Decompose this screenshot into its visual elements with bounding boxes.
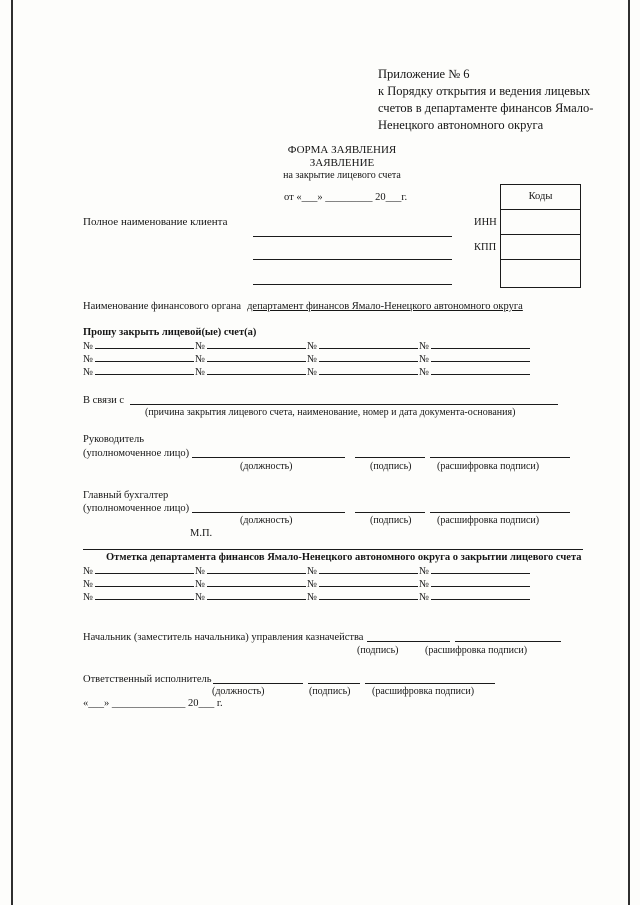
accountant-title: Главный бухгалтер [83,490,169,501]
account-number-blank [431,365,530,375]
number-sign: № [419,592,430,603]
account-number-blank [207,365,306,375]
scan-edge-right [628,0,630,905]
treasury-head-label: Начальник (заместитель начальника) управления казначейства [83,632,364,643]
document-date-line: от «___» _________ 20___г. [284,192,408,203]
accountant-signature-caption: (подпись) [370,515,412,526]
account-number-field [307,564,419,578]
executor-position-caption: (должность) [212,686,265,697]
head-decoding-line [430,457,570,458]
account-number-field [195,352,307,366]
account-number-field [83,564,195,578]
number-sign: № [83,341,94,352]
closed-account-row [83,577,531,591]
account-number-blank [95,564,194,574]
department-mark-title: Отметка департамента финансов Ямало-Ненецкого автономного округа о закрытии лицевого счета [106,552,582,563]
number-sign: № [83,354,94,365]
account-number-field [419,352,531,366]
document-title: ЗАЯВЛЕНИЕ [309,157,375,169]
treasury-decoding-caption: (расшифровка подписи) [425,645,528,656]
reason-hint: (причина закрытия лицевого счета, наименование, номер и дата документа-основания) [145,407,516,418]
executor-decoding-caption: (расшифровка подписи) [372,686,475,697]
account-number-blank [207,352,306,362]
number-sign: № [307,367,318,378]
accountant-signature-line [355,512,425,513]
head-decoding-caption: (расшифровка подписи) [437,461,540,472]
account-number-field [419,564,531,578]
account-number-blank [431,352,530,362]
account-number-row [83,365,531,379]
account-number-blank [95,590,194,600]
treasury-signature-line [367,641,450,642]
codes-table [500,184,581,288]
appendix-note [378,66,593,134]
inn-code-cell [501,210,580,235]
account-number-blank [319,339,418,349]
client-name-label: Полное наименование клиента [83,216,228,228]
kpp-code-cell [501,235,580,260]
account-number-field [195,339,307,353]
number-sign: № [195,592,206,603]
account-number-blank [431,577,530,587]
account-number-row [83,339,531,353]
head-title: Руководитель [83,434,144,445]
executor-signature-caption: (подпись) [309,686,351,697]
account-number-row [83,352,531,366]
appendix-line: счетов в департаменте финансов Ямало- [378,101,594,115]
number-sign: № [307,341,318,352]
executor-position-line [213,683,303,684]
account-number-field [83,352,195,366]
number-sign: № [83,566,94,577]
number-sign: № [307,592,318,603]
head-position-caption: (должность) [240,461,293,472]
number-sign: № [419,566,430,577]
appendix-line: к Порядку открытия и ведения лицевых [378,84,591,98]
codes-header: Коды [501,185,580,210]
accountant-decoding-line [430,512,570,513]
treasury-decoding-line [455,641,561,642]
number-sign: № [307,566,318,577]
account-number-blank [319,564,418,574]
number-sign: № [419,579,430,590]
number-sign: № [419,354,430,365]
account-number-blank [95,339,194,349]
account-number-blank [319,352,418,362]
number-sign: № [195,354,206,365]
accountant-authorized-label: (уполномоченное лицо) [83,503,190,514]
reason-line [130,404,558,405]
account-number-field [195,564,307,578]
reason-label: В связи с [83,395,124,406]
number-sign: № [195,579,206,590]
request-title: Прошу закрыть лицевой(ые) счет(а) [83,327,257,338]
account-number-blank [319,365,418,375]
account-number-blank [95,577,194,587]
account-number-field [195,590,307,604]
account-number-field [307,339,419,353]
client-name-line [253,259,452,260]
head-authorized-label: (уполномоченное лицо) [83,448,190,459]
account-number-field [419,339,531,353]
account-number-field [195,365,307,379]
number-sign: № [419,367,430,378]
head-signature-line [355,457,425,458]
executor-signature-line [308,683,360,684]
number-sign: № [83,367,94,378]
accountant-position-caption: (должность) [240,515,293,526]
head-signature-caption: (подпись) [370,461,412,472]
account-number-field [307,352,419,366]
stamp-place: М.П. [190,528,213,539]
number-sign: № [195,341,206,352]
treasury-signature-caption: (подпись) [357,645,399,656]
account-number-blank [431,564,530,574]
account-number-blank [95,365,194,375]
scan-edge-left [11,0,13,905]
executor-date-line: «___» ______________ 20___ г. [83,698,223,709]
account-number-field [419,365,531,379]
finance-body-row [83,300,523,313]
account-number-field [83,577,195,591]
account-number-blank [319,577,418,587]
document-subtitle: на закрытие лицевого счета [283,170,401,181]
form-title: ФОРМА ЗАЯВЛЕНИЯ [287,144,397,156]
account-number-field [307,365,419,379]
finance-body-label: Наименование финансового органа [83,301,242,312]
finance-body-value: департамент финансов Ямало-Ненецкого автономного округа [247,301,523,312]
head-position-line [192,457,345,458]
client-name-line [253,284,452,285]
account-number-blank [431,590,530,600]
number-sign: № [307,354,318,365]
account-number-blank [207,564,306,574]
account-number-blank [207,577,306,587]
account-number-blank [207,590,306,600]
account-number-field [83,365,195,379]
account-number-blank [431,339,530,349]
account-number-field [419,590,531,604]
executor-label: Ответственный исполнитель [83,674,212,685]
executor-decoding-line [365,683,495,684]
inn-label: ИНН [474,217,497,228]
extra-code-cell [501,260,580,287]
number-sign: № [419,341,430,352]
account-number-field [83,339,195,353]
closed-account-row [83,564,531,578]
account-number-field [195,577,307,591]
number-sign: № [195,566,206,577]
kpp-label: КПП [474,242,497,253]
account-number-field [83,590,195,604]
closed-account-row [83,590,531,604]
account-number-blank [95,352,194,362]
account-number-blank [319,590,418,600]
client-name-line [253,236,452,237]
number-sign: № [307,579,318,590]
account-number-blank [207,339,306,349]
appendix-line: Приложение № 6 [378,67,470,81]
section-divider [83,549,583,550]
appendix-line: Ненецкого автономного округа [378,118,544,132]
accountant-position-line [192,512,345,513]
number-sign: № [83,592,94,603]
number-sign: № [195,367,206,378]
accountant-decoding-caption: (расшифровка подписи) [437,515,540,526]
account-number-field [307,590,419,604]
account-number-field [419,577,531,591]
number-sign: № [83,579,94,590]
account-number-field [307,577,419,591]
